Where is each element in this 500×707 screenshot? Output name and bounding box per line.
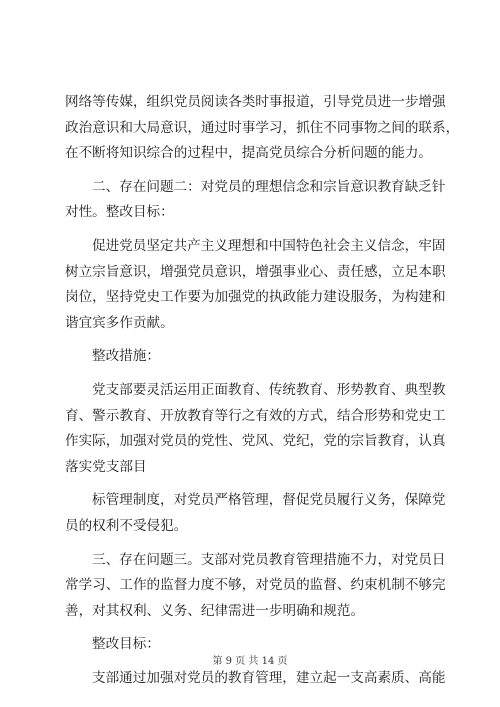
section-heading: 整改目标： bbox=[92, 636, 160, 653]
text-line: 作实际，加强对党员的党性、党风、党纪，党的宗旨教育，认真 bbox=[65, 433, 446, 450]
text-line: 政治意识和大局意识，通过时事学习，抓住不同事物之间的联系， bbox=[65, 119, 460, 136]
text-line: 落实党支部目 bbox=[65, 458, 147, 475]
text-line: 常学习、工作的监督力度不够，对党员的监督、约束机制不够完 bbox=[65, 577, 446, 594]
text-line: 对性。整改目标： bbox=[65, 204, 174, 221]
page-number-footer: 第 9 页 共 14 页 bbox=[212, 656, 288, 667]
text-line: 员的权利不受侵犯。 bbox=[65, 517, 188, 534]
section-heading: 整改措施： bbox=[92, 348, 160, 365]
text-line: 党支部要灵活运用正面教育、传统教育、形势教育、典型教 bbox=[92, 381, 446, 398]
text-line: 三、存在问题三。支部对党员教育管理措施不力，对党员日 bbox=[92, 551, 446, 568]
body-text bbox=[65, 90, 460, 691]
text-line: 育、警示教育、开放教育等行之有效的方式，结合形势和党史工 bbox=[65, 407, 446, 424]
text-line: 树立宗旨意识，增强党员意识，增强事业心、责任感，立足本职 bbox=[65, 263, 446, 280]
text-line: 标管理制度，对党员严格管理，督促党员履行义务，保障党 bbox=[92, 492, 446, 509]
text-line: 二、存在问题二：对党员的理想信念和宗旨意识教育缺乏针 bbox=[92, 178, 446, 195]
text-line: 在不断将知识综合的过程中，提高党员综合分析问题的能力。 bbox=[65, 145, 433, 162]
text-line: 善，对其权利、义务、纪律需进一步明确和规范。 bbox=[65, 602, 365, 619]
text-line: 促进党员坚定共产主义理想和中国特色社会主义信念，牢固 bbox=[92, 237, 446, 254]
text-line: 谐宜宾多作贡献。 bbox=[65, 314, 174, 331]
text-line: 支部通过加强对党员的教育管理，建立起一支高素质、高能 bbox=[92, 669, 446, 686]
text-line: 网络等传媒，组织党员阅读各类时事报道，引导党员进一步增强 bbox=[65, 94, 446, 110]
text-line: 岗位，坚持党史工作要为加强党的执政能力建设服务，为构建和 bbox=[65, 289, 446, 306]
